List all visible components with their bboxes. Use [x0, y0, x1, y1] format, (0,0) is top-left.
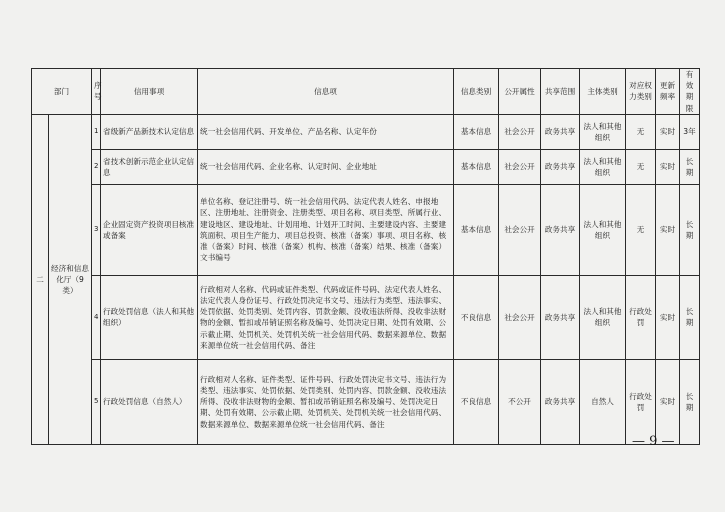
row-info-item: 行政相对人名称、证件类型、证件号码、行政处罚决定书文号、违法行为类型、违法事实、处罚依据、处罚类别、处罚内容、罚款金额、没收违法所得、没收非法财物的金额、暂扣或吊销证照名称及编号、处罚决定日期、处罚有效期、公示截止期、处罚机关、处罚机关统一社会信用代码、数据来源单位、数据来源单位统一社会信用代码、备注: [198, 359, 454, 444]
header-share-scope: 共享范围: [541, 69, 580, 115]
group-index: 二: [32, 114, 49, 444]
row-credit-item: 省技术创新示范企业认定信息: [101, 149, 198, 184]
table-row: [32, 359, 700, 444]
header-update-freq: 更新频率: [656, 69, 680, 115]
row-info-type: 不良信息: [454, 275, 499, 359]
row-share-scope: 政务共享: [541, 149, 580, 184]
header-row: [32, 69, 700, 115]
row-info-type: 不良信息: [454, 359, 499, 444]
header-subject-type: 主体类别: [580, 69, 626, 115]
row-info-item: 行政相对人名称、代码或证件类型、代码或证件号码、法定代表人姓名、法定代表人身份证号、行政处罚决定书文号、违法行为类型、违法事实、处罚依据、处罚类别、处罚内容、罚款金额、没收违法所得、没收非法财物的金额、暂扣或吊销证照名称及编号、处罚决定日期、处罚有效期、公示截止期、处罚机关、处罚机关统一社会信用代码、数据来源单位、数据来源单位统一社会信用代码、备注: [198, 275, 454, 359]
table-row: [32, 114, 700, 149]
row-info-item: 统一社会信用代码、开发单位、产品名称、认定年份: [198, 114, 454, 149]
row-update-freq: 实时: [656, 275, 680, 359]
table-row: [32, 149, 700, 184]
row-share-scope: 政务共享: [541, 275, 580, 359]
row-share-scope: 政务共享: [541, 184, 580, 275]
header-seq: 序号: [92, 69, 101, 115]
row-info-item: 统一社会信用代码、企业名称、认定时间、企业地址: [198, 149, 454, 184]
row-credit-item: 企业固定资产投资项目核准或备案: [101, 184, 198, 275]
row-credit-item: 行政处罚信息（法人和其他组织）: [101, 275, 198, 359]
row-public-attr: 社会公开: [499, 149, 541, 184]
table-row: [32, 184, 700, 275]
row-valid-period: 3年: [680, 114, 700, 149]
group-dept: 经济和信息化厅（9类）: [49, 114, 92, 444]
page-number: — 9 —: [632, 434, 675, 449]
header-info-item: 信息项: [198, 69, 454, 115]
row-public-attr: 社会公开: [499, 275, 541, 359]
row-public-attr: 社会公开: [499, 184, 541, 275]
header-public-attr: 公开属性: [499, 69, 541, 115]
row-power-type: 无: [626, 149, 656, 184]
row-subject-type: 法人和其他组织: [580, 184, 626, 275]
row-share-scope: 政务共享: [541, 359, 580, 444]
row-valid-period: 长期: [680, 184, 700, 275]
row-valid-period: 长期: [680, 359, 700, 444]
row-seq: 3: [92, 184, 101, 275]
header-power-type: 对应权力类别: [626, 69, 656, 115]
row-subject-type: 法人和其他组织: [580, 149, 626, 184]
row-update-freq: 实时: [656, 184, 680, 275]
row-valid-period: 长期: [680, 275, 700, 359]
row-seq: 4: [92, 275, 101, 359]
row-info-type: 基本信息: [454, 114, 499, 149]
row-seq: 1: [92, 114, 101, 149]
row-subject-type: 法人和其他组织: [580, 275, 626, 359]
row-credit-item: 省级新产品新技术认定信息: [101, 114, 198, 149]
row-seq: 2: [92, 149, 101, 184]
header-credit-item: 信用事项: [101, 69, 198, 115]
header-info-type: 信息类别: [454, 69, 499, 115]
row-share-scope: 政务共享: [541, 114, 580, 149]
row-info-type: 基本信息: [454, 184, 499, 275]
row-power-type: 无: [626, 114, 656, 149]
row-subject-type: 法人和其他组织: [580, 114, 626, 149]
credit-catalog-table: [31, 68, 700, 445]
row-credit-item: 行政处罚信息（自然人）: [101, 359, 198, 444]
row-public-attr: 不公开: [499, 359, 541, 444]
row-power-type: 行政处罚: [626, 359, 656, 444]
row-power-type: 无: [626, 184, 656, 275]
row-info-item: 单位名称、登记注册号、统一社会信用代码、法定代表人姓名、申报地区、注册地址、注册资金、注册类型、项目名称、项目类型、所属行业、建设地区、建设地址、计划用地、计划开工时间、主要建设内容、主要建筑面积、项目生产能力、项目总投资、核准（备案）事项、项目名称、核准（备案）时间、核准（备案）机构、核准（备案）结果、核准（备案）文书编号: [198, 184, 454, 275]
table-row: [32, 275, 700, 359]
row-power-type: 行政处罚: [626, 275, 656, 359]
header-valid-period: 有效期限: [680, 69, 700, 115]
row-update-freq: 实时: [656, 114, 680, 149]
row-subject-type: 自然人: [580, 359, 626, 444]
row-info-type: 基本信息: [454, 149, 499, 184]
header-dept: 部门: [32, 69, 92, 115]
row-seq: 5: [92, 359, 101, 444]
row-update-freq: 实时: [656, 359, 680, 444]
row-valid-period: 长期: [680, 149, 700, 184]
row-update-freq: 实时: [656, 149, 680, 184]
row-public-attr: 社会公开: [499, 114, 541, 149]
